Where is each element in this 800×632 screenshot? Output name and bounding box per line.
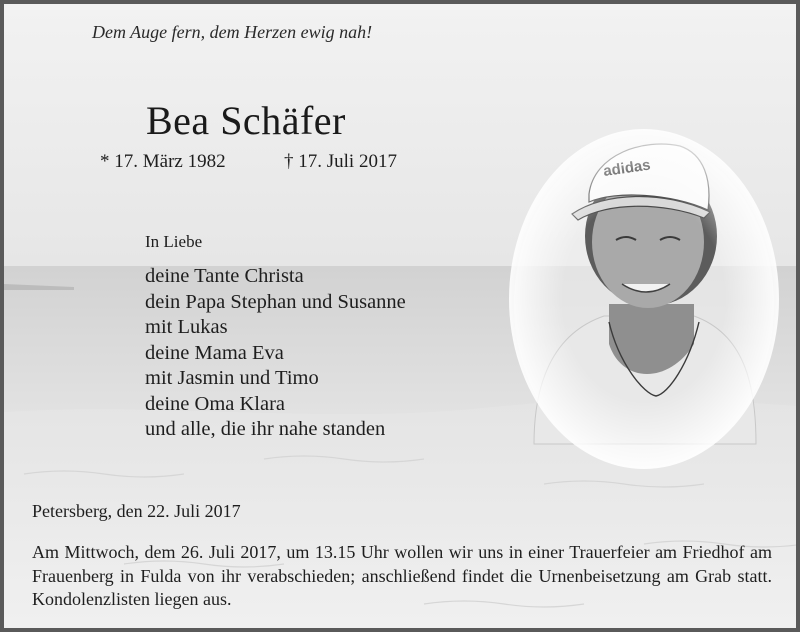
deceased-name: Bea Schäfer	[146, 98, 346, 143]
mourners-list	[145, 264, 406, 443]
mourner-line: und alle, die ihr nahe standen	[145, 418, 386, 440]
mourner-line: deine Mama Eva	[145, 341, 284, 364]
mourner-line: mit Jasmin und Timo	[145, 367, 319, 389]
memorial-quote: Dem Auge fern, dem Herzen ewig nah!	[92, 22, 373, 42]
funeral-details: Am Mittwoch, dem 26. Juli 2017, um 13.15 Uhr wollen wir uns in einer Trauerfeier am Friedhof am Frauenberg in Fulda von ihr verabschieden; anschließend findet die Urnenbeisetzung am Grab statt. Kondolenzlisten liegen aus.	[32, 542, 772, 609]
in-love-label: In Liebe	[145, 232, 203, 251]
place-and-date: Petersberg, den 22. Juli 2017	[32, 501, 241, 521]
portrait-photo	[509, 129, 779, 469]
mourner-line: deine Tante Christa	[145, 265, 304, 287]
birth-date: * 17. März 1982	[100, 151, 226, 172]
mourner-line: mit Lukas	[145, 316, 228, 338]
death-date: † 17. Juli 2017	[284, 151, 397, 172]
portrait-vignette	[509, 129, 779, 469]
mourner-line: dein Papa Stephan und Susanne	[145, 290, 406, 313]
mourner-line: deine Oma Klara	[145, 392, 286, 415]
